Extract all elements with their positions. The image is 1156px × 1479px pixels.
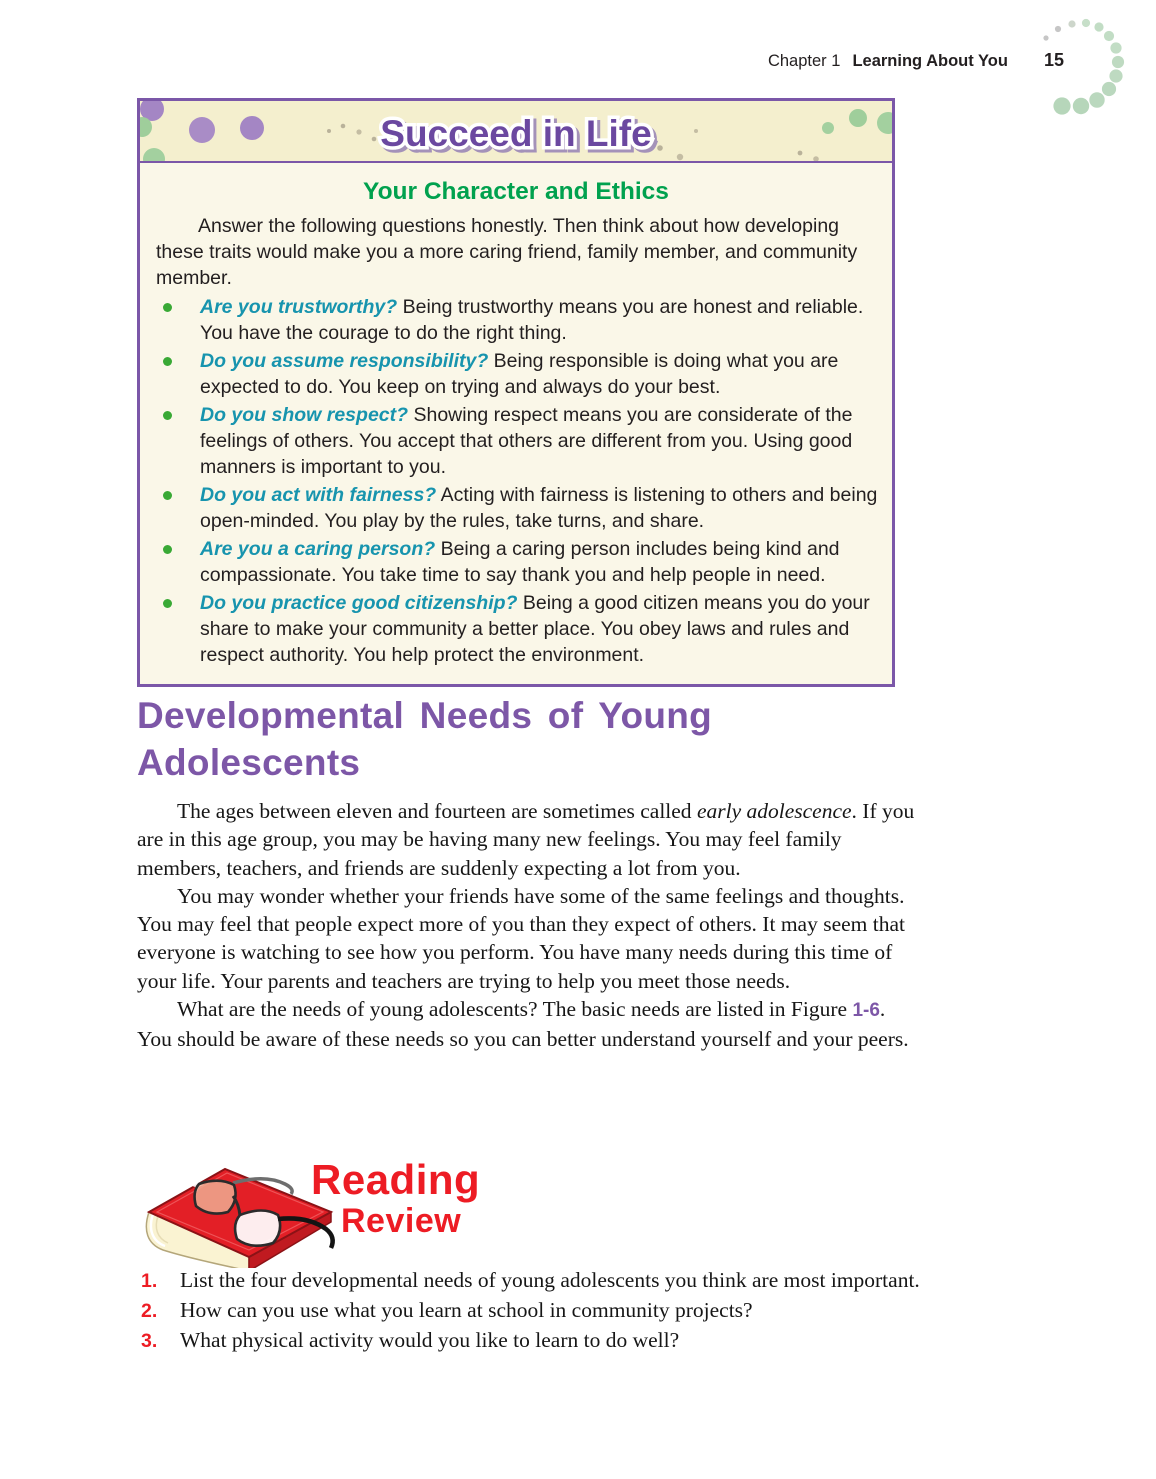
reading-review-questions	[137, 1267, 927, 1357]
trait-question: Do you act with fairness?	[200, 484, 437, 506]
question-text: How can you use what you learn at school in community projects?	[180, 1298, 753, 1322]
list-item	[140, 536, 878, 588]
italic-term: early adolescence	[696, 799, 852, 823]
bullet-icon	[163, 303, 172, 312]
bullet-icon	[163, 599, 172, 608]
trait-question: Are you trustworthy?	[200, 296, 398, 318]
page-number: 15	[1043, 50, 1064, 70]
trait-text: Showing respect means you are considerate of the feelings of others. You accept that others are different from you. Using good manners is important to you.	[200, 404, 853, 478]
list-item	[140, 402, 878, 480]
body-copy	[137, 797, 915, 1054]
trait-text: Being a good citizen means you do your share to make your community a better place. You obey laws and rules and respect authority. You help protect the environment.	[200, 592, 870, 666]
paragraph-text: . You should be aware of these needs so you can better understand yourself and your peers.	[137, 997, 909, 1052]
review-question	[137, 1297, 927, 1324]
figure-reference: 1-6	[852, 1000, 880, 1022]
trait-text: Being responsible is doing what you are expected to do. You keep on trying and always do your best.	[200, 350, 839, 398]
bullet-icon	[163, 545, 172, 554]
review-question	[137, 1327, 927, 1354]
trait-question: Do you practice good citizenship?	[200, 592, 518, 614]
chapter-title: Learning About You	[852, 52, 1008, 70]
paragraph	[137, 797, 915, 882]
trait-question: Do you assume responsibility?	[200, 350, 489, 372]
trait-text: Acting with fairness is listening to others and being open-minded. You play by the rules, take turns, and share.	[200, 484, 878, 532]
trait-text: Being a caring person includes being kind and compassionate. You take time to say thank you and help people in need.	[200, 538, 840, 586]
reading-review-title-line2: Review	[341, 1202, 462, 1240]
section-heading: Developmental Needs of Young Adolescents	[137, 695, 713, 783]
question-number: 2.	[141, 1300, 158, 1322]
succeed-banner	[140, 101, 892, 163]
trait-question: Are you a caring person?	[200, 538, 436, 560]
banner-dots-decoration	[140, 101, 892, 161]
list-item	[140, 294, 878, 346]
succeed-banner-title: Succeed in Life	[380, 113, 652, 154]
running-head	[768, 50, 1064, 71]
question-text: What physical activity would you like to learn to do well?	[180, 1328, 680, 1352]
question-number: 1.	[141, 1270, 158, 1292]
character-traits-list	[140, 294, 892, 668]
box-intro-paragraph: Answer the following questions honestly. Then think about how developing these traits would make you a more caring friend, family member, and community member.	[156, 215, 858, 289]
bullet-icon	[163, 357, 172, 366]
list-item	[140, 348, 878, 400]
paragraph: You may wonder whether your friends have some of the same feelings and thoughts. You may feel that people expect more of you than they expect of others. It may seem that everyone is watching to see how you perform. You have many needs during this time of your life. Your parents and teachers are trying to help you meet those needs.	[137, 883, 905, 993]
paragraph	[137, 995, 915, 1054]
reading-review-header	[133, 1150, 693, 1268]
succeed-in-life-box	[137, 98, 895, 687]
trait-question: Do you show respect?	[200, 404, 409, 426]
list-item	[140, 482, 878, 534]
bullet-icon	[163, 491, 172, 500]
question-text: List the four developmental needs of young adolescents you think are most important.	[180, 1268, 920, 1292]
review-question	[137, 1267, 927, 1294]
trait-text: Being trustworthy means you are honest and reliable. You have the courage to do the right thing.	[200, 296, 864, 344]
chapter-label: Chapter 1	[767, 52, 841, 70]
question-number: 3.	[141, 1330, 158, 1352]
bullet-icon	[163, 411, 172, 420]
reading-review-title-line1: Reading	[311, 1156, 481, 1203]
paragraph-text: . If you are in this age group, you may be having many new feelings. You may feel family members, teachers, and friends are suddenly expecting a lot from you.	[137, 799, 915, 880]
paragraph-text: The ages between eleven and fourteen are sometimes called	[177, 799, 697, 823]
paragraph-text: What are the needs of young adolescents? The basic needs are listed in Figure	[177, 997, 853, 1022]
list-item	[140, 590, 878, 668]
dots-ring-decoration	[1034, 16, 1126, 118]
box-heading: Your Character and Ethics	[363, 178, 669, 205]
